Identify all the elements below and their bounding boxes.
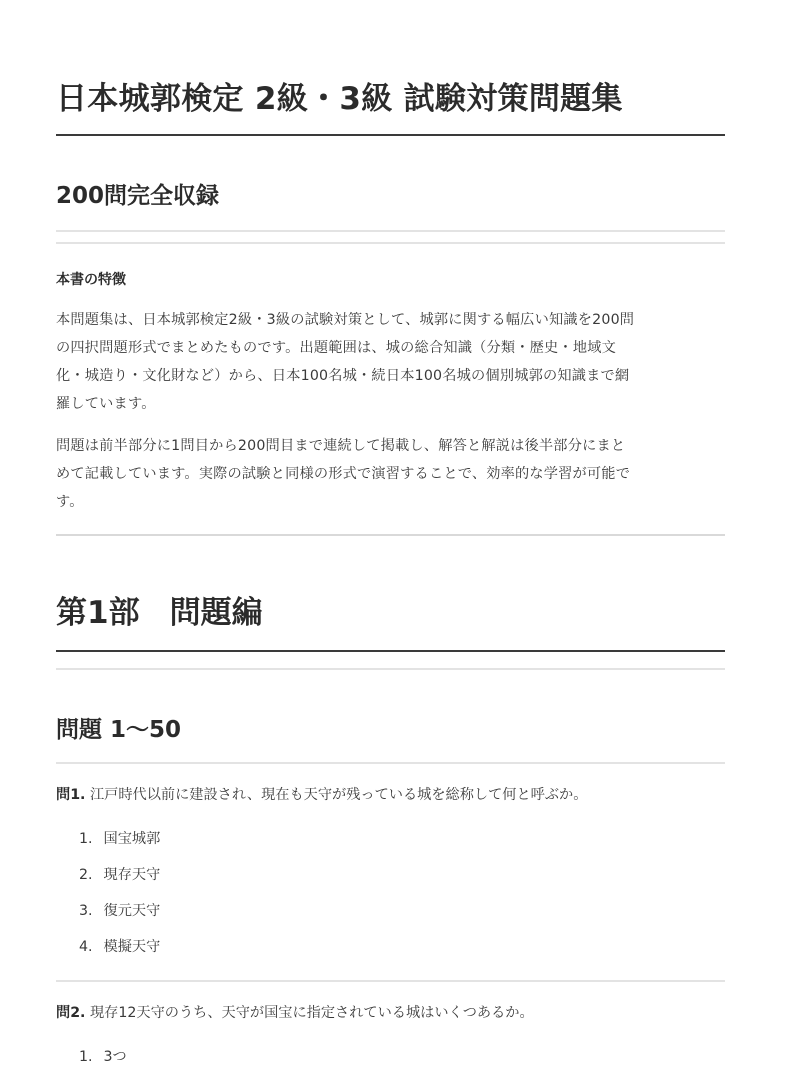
paragraph-1-line-1: 本問題集は、日本城郭検定2級・3級の試験対策として、城郭に関する幅広い知識を200問 (56, 312, 635, 328)
features-paragraph-2 (56, 432, 725, 516)
question-number: 問2. (56, 1005, 86, 1021)
question-2-options (56, 1046, 725, 1082)
question-1 (56, 784, 725, 806)
paragraph-1-line-2: の四択問題形式でまとめたものです。出題範囲は、城の総合知識（分類・歴史・地域文 (56, 340, 616, 356)
option-item (79, 900, 725, 936)
option-number: 1. (79, 1049, 93, 1065)
option-item (79, 936, 725, 972)
book-subtitle: 200問完全収録 (56, 183, 220, 209)
question-1-options (56, 828, 725, 972)
paragraph-2-line-3: す。 (56, 494, 84, 510)
paragraph-1-line-4: 羅しています。 (56, 396, 156, 412)
option-text: 復元天守 (103, 903, 161, 919)
book-title: 日本城郭検定 2級・3級 試験対策問題集 (56, 81, 623, 117)
paragraph-1-line-3: 化・城造り・文化財など）から、日本100名城・続日本100名城の個別城郭の知識まで網 (56, 368, 630, 384)
part-name: 問題編 (169, 595, 263, 631)
option-number: 3. (79, 903, 93, 919)
option-item (79, 828, 725, 864)
part-title (56, 592, 725, 634)
document-body (56, 0, 725, 1082)
question-number: 問1. (56, 787, 86, 803)
features-heading: 本書の特徴 (56, 272, 126, 288)
paragraph-2-line-2: めて記載しています。実際の試験と同様の形式で演習することで、効率的な学習が可能で (56, 466, 631, 482)
section-title: 問題 1〜50 (56, 717, 182, 743)
option-item (79, 1046, 725, 1082)
option-number: 4. (79, 939, 93, 955)
part-label: 第1部 (56, 595, 140, 631)
question-text: 江戸時代以前に建設され、現在も天守が残っている城を総称して何と呼ぶか。 (89, 787, 588, 803)
option-text: 模擬天守 (103, 939, 161, 955)
option-item (79, 864, 725, 900)
option-text: 3つ (103, 1049, 127, 1065)
option-text: 国宝城郭 (103, 831, 161, 847)
features-paragraph-1 (56, 306, 725, 418)
paragraph-2-line-1: 問題は前半部分に1問目から200問目まで連続して掲載し、解答と解説は後半部分にまと (56, 438, 626, 454)
question-text: 現存12天守のうち、天守が国宝に指定されている城はいくつあるか。 (89, 1005, 534, 1021)
option-number: 2. (79, 867, 93, 883)
question-2 (56, 1002, 725, 1024)
option-number: 1. (79, 831, 93, 847)
option-text: 現存天守 (103, 867, 161, 883)
